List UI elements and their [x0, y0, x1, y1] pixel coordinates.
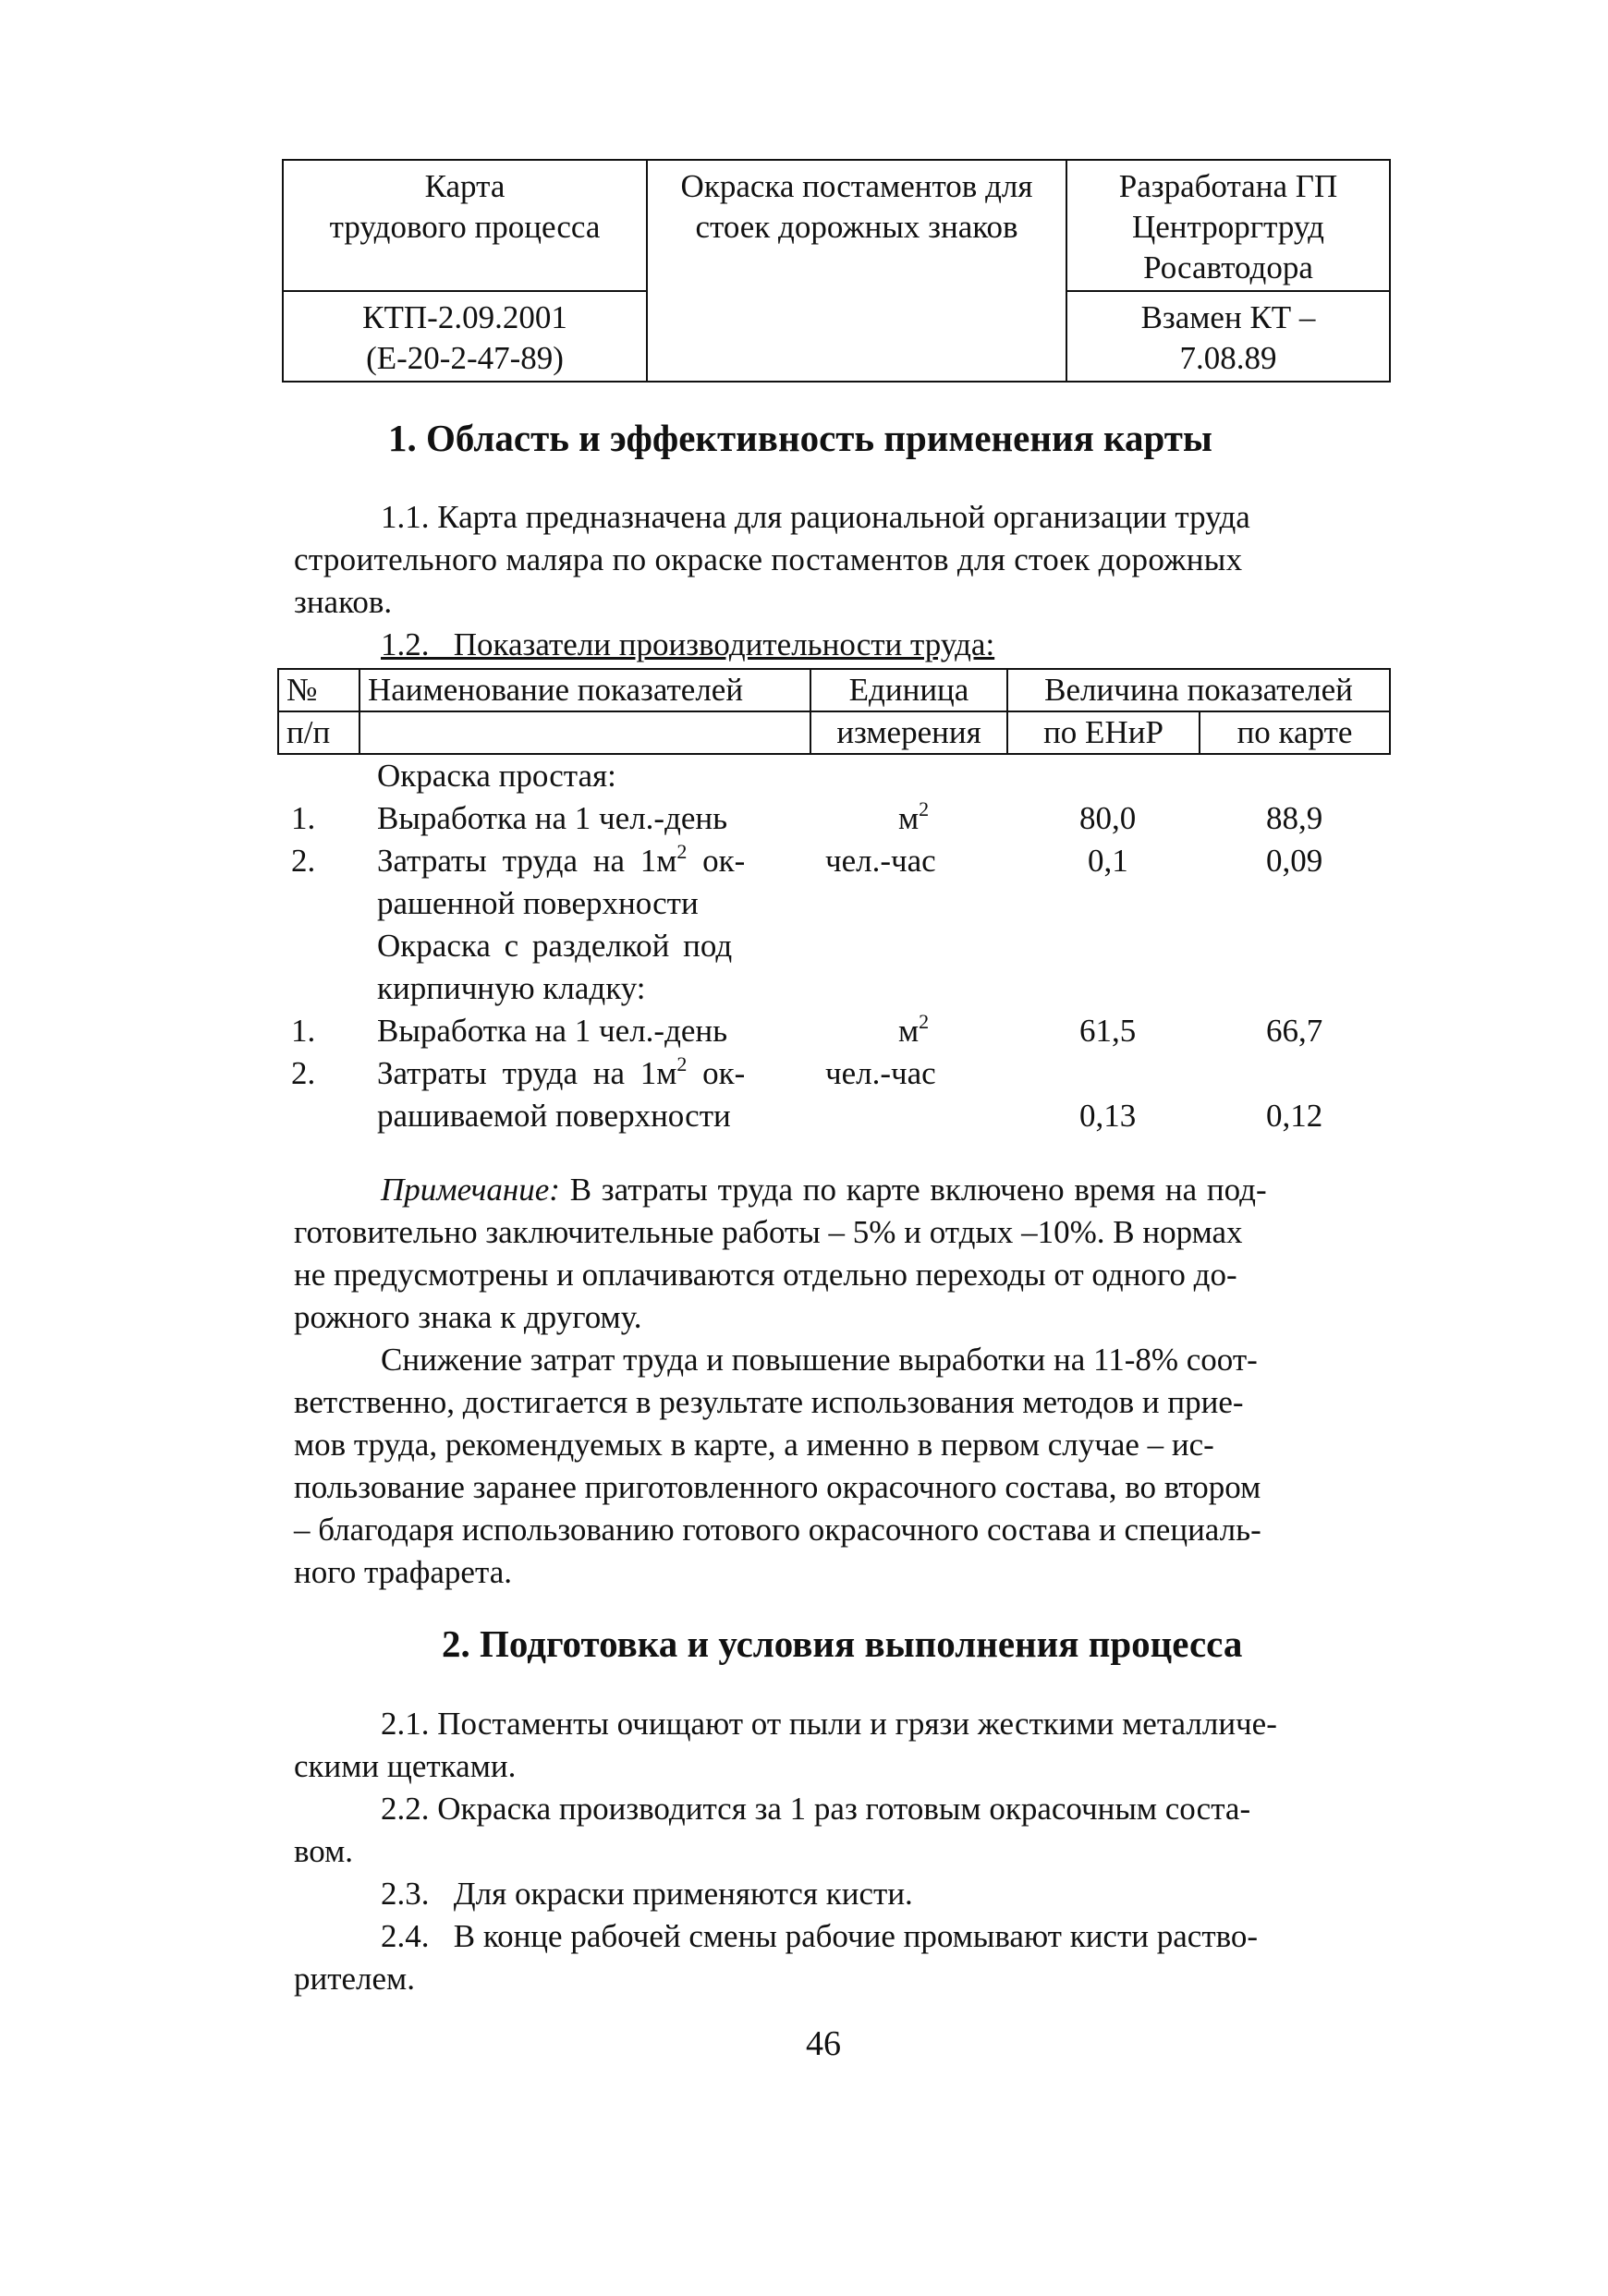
- g1-r1-no: 1.: [291, 800, 316, 836]
- s1-p1-line2: строительного маляра по окраске постаментов для стоек дорожных: [294, 541, 1243, 577]
- replaces-line2: 7.08.89: [1179, 340, 1277, 376]
- col-unit2-header: измерения: [810, 711, 1007, 754]
- g2-r1-card: 66,7: [1266, 1013, 1323, 1049]
- card-title-cell: [647, 160, 1066, 382]
- g2-r1-enir: 61,5: [1079, 1013, 1137, 1049]
- reduction-line4: пользование заранее приготовленного окрасочного состава, во втором: [294, 1469, 1261, 1505]
- developer-line2: Центроргтруд: [1132, 209, 1324, 245]
- col-no2-header: п/п: [278, 711, 359, 754]
- section1-heading: 1. Область и эффективность применения карты: [388, 417, 1212, 459]
- card-label-line2: трудового процесса: [329, 209, 601, 245]
- card-title-line2: стоек дорожных знаков: [695, 209, 1018, 245]
- developer-cell: [1066, 160, 1390, 291]
- group2-title-line2: кирпичную кладку:: [377, 970, 646, 1006]
- g1-r2-card: 0,09: [1266, 843, 1323, 879]
- col-name-empty: [359, 711, 810, 754]
- card-title-line1: Окраска постаментов для: [680, 168, 1033, 204]
- s2-p2-line1: 2.2. Окраска производится за 1 раз готовым окрасочным соста-: [381, 1791, 1251, 1827]
- s1-p1-line1: 1.1. Карта предназначена для рациональной организации труда: [381, 499, 1250, 535]
- header-table: [282, 159, 1391, 383]
- col-enir-header: по ЕНиР: [1007, 711, 1200, 754]
- g2-r2-unit: чел.-час: [825, 1055, 936, 1091]
- g1-r2-name: Затраты труда на $1м^2$ ок-: [377, 840, 746, 879]
- group1-title: Окраска простая:: [377, 758, 616, 794]
- reduction-line1: Снижение затрат труда и повышение выработки на 11-8% соот-: [381, 1342, 1258, 1378]
- col-unit-header: Единица: [810, 669, 1007, 711]
- indicators-header-table: [277, 668, 1391, 755]
- s2-p3: 2.3. Для окраски применяются кисти.: [381, 1876, 913, 1912]
- note-line3: не предусмотрены и оплачиваются отдельно переходы от одного до-: [294, 1257, 1237, 1293]
- g2-r2-name: Затраты труда на $1м^2$ ок-: [377, 1052, 746, 1091]
- col-card-header: по карте: [1200, 711, 1390, 754]
- developer-line1: Разработана ГП: [1118, 168, 1338, 204]
- developer-line3: Росавтодора: [1143, 249, 1313, 285]
- col-name-header: Наименование показателей: [359, 669, 810, 711]
- reduction-line3: мов труда, рекомендуемых в карте, а именно в первом случае – ис-: [294, 1427, 1214, 1463]
- reduction-line2: ветственно, достигается в результате использования методов и прие-: [294, 1384, 1244, 1420]
- card-label-cell: [283, 160, 647, 291]
- s1-p2: 1.2. Показатели производительности труда:: [381, 626, 995, 662]
- g2-r2-name-cont: рашиваемой поверхности: [377, 1098, 731, 1134]
- col-no-header: №: [278, 669, 359, 711]
- g1-r2-unit: чел.-час: [825, 843, 936, 879]
- g1-r1-enir: 80,0: [1079, 800, 1137, 836]
- note-line1: Примечание: В затраты труда по карте включено время на под-: [381, 1172, 1267, 1208]
- reduction-line6: ного трафарета.: [294, 1554, 512, 1590]
- s2-p4-line2: рителем.: [294, 1961, 415, 1997]
- s2-p4-line1: 2.4. В конце рабочей смены рабочие промывают кисти раство-: [381, 1918, 1259, 1954]
- s2-p1-line2: скими щетками.: [294, 1748, 517, 1784]
- g2-r2-card: 0,12: [1266, 1098, 1323, 1134]
- s2-p1-line1: 2.1. Постаменты очищают от пыли и грязи жесткими металличе-: [381, 1706, 1277, 1742]
- g2-r1-no: 1.: [291, 1013, 316, 1049]
- g2-r1-name: Выработка на 1 чел.-день: [377, 1013, 728, 1049]
- g1-r2-enir: 0,1: [1088, 843, 1128, 879]
- g2-r2-enir: 0,13: [1079, 1098, 1137, 1134]
- g1-r1-card: 88,9: [1266, 800, 1323, 836]
- group2-title-line1: Окраска с разделкой под: [377, 928, 733, 964]
- replaces-cell: [1066, 291, 1390, 382]
- s2-p2-line2: вом.: [294, 1833, 354, 1869]
- note-line4: рожного знака к другому.: [294, 1299, 642, 1335]
- g1-r1-unit: $м^2$: [898, 797, 930, 836]
- card-code-line2: (Е-20-2-47-89): [366, 340, 564, 376]
- col-value-header: Величина показателей: [1007, 669, 1390, 711]
- note-label: Примечание:: [381, 1172, 560, 1208]
- note-line2: готовительно заключительные работы – 5% и отдых –10%. В нормах: [294, 1214, 1243, 1250]
- replaces-line1: Взамен КТ –: [1140, 299, 1316, 335]
- g2-r1-unit: $м^2$: [898, 1010, 930, 1049]
- card-code-line1: КТП-2.09.2001: [362, 299, 567, 335]
- g1-r1-name: Выработка на 1 чел.-день: [377, 800, 728, 836]
- g1-r2-name-cont: рашенной поверхности: [377, 885, 699, 921]
- page-number: 46: [806, 2024, 841, 2063]
- section2-heading: 2. Подготовка и условия выполнения процесса: [442, 1622, 1243, 1665]
- g2-r2-no: 2.: [291, 1055, 316, 1091]
- reduction-line5: – благодаря использованию готового окрасочного состава и специаль-: [294, 1512, 1261, 1548]
- g1-r2-no: 2.: [291, 843, 316, 879]
- card-code-cell: [283, 291, 647, 382]
- card-label-line1: Карта: [424, 168, 506, 204]
- s1-p1-line3: знаков.: [294, 584, 393, 620]
